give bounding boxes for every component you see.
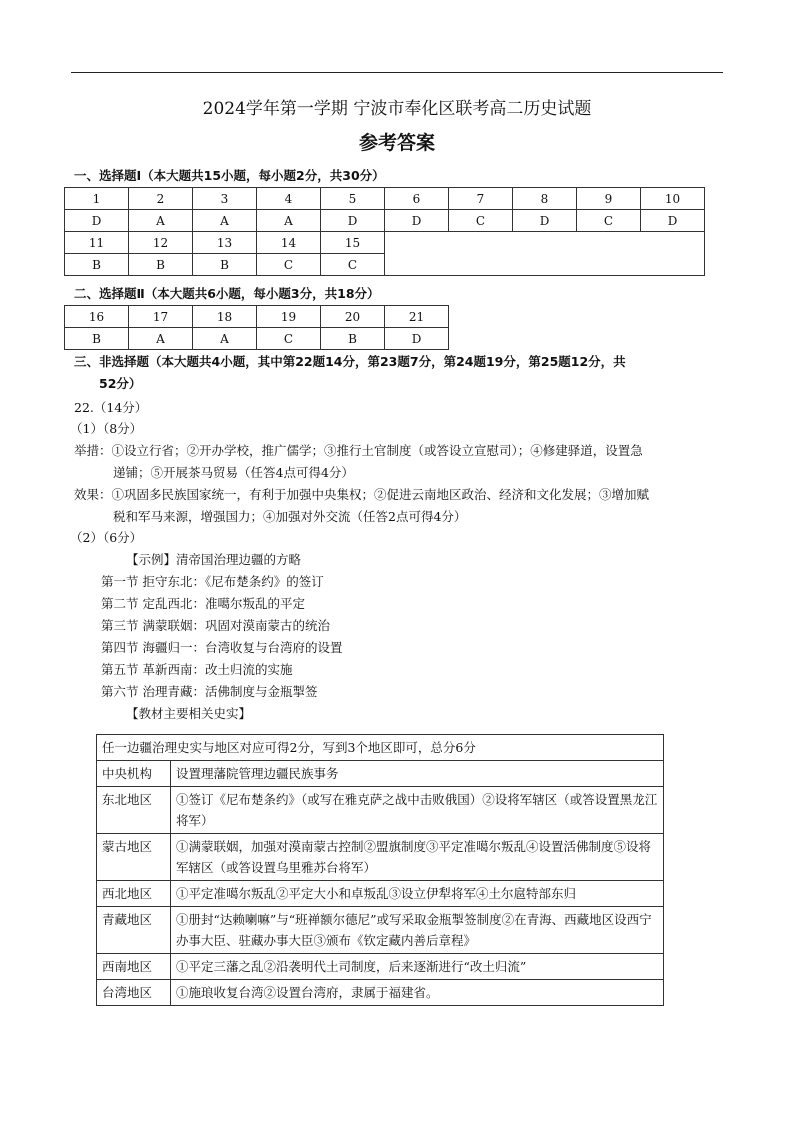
table-row xyxy=(97,761,664,787)
table-cell: 13 xyxy=(193,232,257,254)
table-cell: D xyxy=(513,210,577,232)
table-cell: B xyxy=(65,254,129,276)
table-cell: D xyxy=(641,210,705,232)
answer-table-1 xyxy=(64,187,705,276)
table-cell: D xyxy=(385,328,449,350)
table-row xyxy=(97,834,664,881)
table-cell: 5 xyxy=(321,188,385,210)
table-cell: A xyxy=(193,328,257,350)
table-cell: 12 xyxy=(129,232,193,254)
table-row xyxy=(97,735,664,761)
table-row xyxy=(97,954,664,980)
table-row xyxy=(65,232,705,254)
table-cell: C xyxy=(321,254,385,276)
table-cell: D xyxy=(65,210,129,232)
header-rule xyxy=(71,72,723,73)
table-cell: B xyxy=(321,328,385,350)
history-table xyxy=(96,734,664,1006)
measures-text: 举措：①设立行省；②开办学校，推广儒学；③推行土官制度（或答设立宣慰司）；④修建驿道，设置急 xyxy=(74,443,643,458)
table-cell: A xyxy=(193,210,257,232)
region-cell: 西南地区 xyxy=(97,954,171,980)
table-row xyxy=(97,980,664,1006)
page-title: 2024学年第一学期 宁波市奉化区联考高二历史试题 xyxy=(202,99,592,119)
effects-text-cont: 税和军马来源，增强国力；④加强对外交流（任答2点可得4分） xyxy=(113,509,467,524)
region-cell: 青藏地区 xyxy=(97,907,171,954)
table-row xyxy=(65,210,705,232)
content-cell: ①施琅收复台湾②设置台湾府，隶属于福建省。 xyxy=(171,980,664,1006)
table-cell: 1 xyxy=(65,188,129,210)
table-row xyxy=(97,907,664,954)
table-cell: A xyxy=(129,210,193,232)
table-cell: 2 xyxy=(129,188,193,210)
table-cell: C xyxy=(257,254,321,276)
facts-title: 【教材主要相关史实】 xyxy=(126,706,252,721)
table-cell: 20 xyxy=(321,306,385,328)
table-row xyxy=(97,787,664,834)
table-cell: 16 xyxy=(65,306,129,328)
table-cell: 17 xyxy=(129,306,193,328)
table-cell: 7 xyxy=(449,188,513,210)
part-label: （1）（8分） xyxy=(70,421,143,436)
region-cell: 中央机构 xyxy=(97,761,171,787)
section2-heading: 二、选择题Ⅱ（本大题共6小题，每小题3分，共18分） xyxy=(74,286,380,301)
content-cell: ①册封“达赖喇嘛”与“班禅额尔德尼”或写采取金瓶掣签制度②在青海、西藏地区设西宁办事大臣、驻藏办事大臣③颁布《钦定藏内善后章程》 xyxy=(171,907,664,954)
table-cell: A xyxy=(129,328,193,350)
list-item: 第六节 治理青藏：活佛制度与金瓶掣签 xyxy=(101,684,318,699)
table-cell: 8 xyxy=(513,188,577,210)
table-row xyxy=(65,306,449,328)
table-cell: D xyxy=(385,210,449,232)
table-cell: 21 xyxy=(385,306,449,328)
content-cell: 设置理藩院管理边疆民族事务 xyxy=(171,761,664,787)
region-cell: 东北地区 xyxy=(97,787,171,834)
table-cell: 19 xyxy=(257,306,321,328)
list-item: 第二节 定乱西北：准噶尔叛乱的平定 xyxy=(101,596,305,611)
question-label: 22.（14分） xyxy=(74,400,148,415)
table-cell: B xyxy=(129,254,193,276)
section3-heading-cont: 52分） xyxy=(99,376,142,391)
table-cell: C xyxy=(449,210,513,232)
table-cell: 14 xyxy=(257,232,321,254)
table-header-cell: 任一边疆治理史实与地区对应可得2分，写到3个地区即可，总分6分 xyxy=(97,735,664,761)
table-cell: B xyxy=(193,254,257,276)
region-cell: 蒙古地区 xyxy=(97,834,171,881)
table-cell: 9 xyxy=(577,188,641,210)
region-cell: 西北地区 xyxy=(97,881,171,907)
example-title: 【示例】清帝国治理边疆的方略 xyxy=(126,552,302,567)
list-item: 第四节 海疆归一：台湾收复与台湾府的设置 xyxy=(101,640,343,655)
table-row xyxy=(65,328,449,350)
section1-heading: 一、选择题Ⅰ（本大题共15小题，每小题2分，共30分） xyxy=(74,168,385,183)
table-cell: C xyxy=(257,328,321,350)
page-subtitle: 参考答案 xyxy=(358,132,435,154)
part-label: （2）（6分） xyxy=(70,530,143,545)
table-cell: 10 xyxy=(641,188,705,210)
table-cell: 6 xyxy=(385,188,449,210)
measures-text-cont: 递铺；⑤开展茶马贸易（任答4点可得4分） xyxy=(113,465,354,480)
table-cell: A xyxy=(257,210,321,232)
table-cell: 15 xyxy=(321,232,385,254)
table-cell: D xyxy=(321,210,385,232)
content-cell: ①平定准噶尔叛乱②平定大小和卓叛乱③设立伊犁将军④土尔扈特部东归 xyxy=(171,881,664,907)
empty-cell xyxy=(385,232,705,276)
list-item: 第三节 满蒙联姻：巩固对漠南蒙古的统治 xyxy=(101,618,330,633)
table-cell: 18 xyxy=(193,306,257,328)
content-cell: ①签订《尼布楚条约》（或写在雅克萨之战中击败俄国）②设将军辖区（或答设置黑龙江将军） xyxy=(171,787,664,834)
table-cell: 3 xyxy=(193,188,257,210)
table-row xyxy=(97,881,664,907)
table-row xyxy=(65,188,705,210)
list-item: 第五节 革新西南：改土归流的实施 xyxy=(101,662,293,677)
region-cell: 台湾地区 xyxy=(97,980,171,1006)
table-cell: 11 xyxy=(65,232,129,254)
table-cell: 4 xyxy=(257,188,321,210)
table-cell: B xyxy=(65,328,129,350)
answer-table-2 xyxy=(64,305,449,350)
effects-text: 效果：①巩固多民族国家统一，有利于加强中央集权；②促进云南地区政治、经济和文化发展；③增加赋 xyxy=(74,487,650,502)
section3-heading: 三、非选择题（本大题共4小题，其中第22题14分，第23题7分，第24题19分，第25题12分，共 xyxy=(74,354,626,369)
table-cell: C xyxy=(577,210,641,232)
content-cell: ①满蒙联姻，加强对漠南蒙古控制②盟旗制度③平定准噶尔叛乱④设置活佛制度⑤设将军辖区（或答设置乌里雅苏台将军） xyxy=(171,834,664,881)
content-cell: ①平定三藩之乱②沿袭明代土司制度，后来逐渐进行“改土归流” xyxy=(171,954,664,980)
list-item: 第一节 拒守东北：《尼布楚条约》的签订 xyxy=(101,574,324,589)
